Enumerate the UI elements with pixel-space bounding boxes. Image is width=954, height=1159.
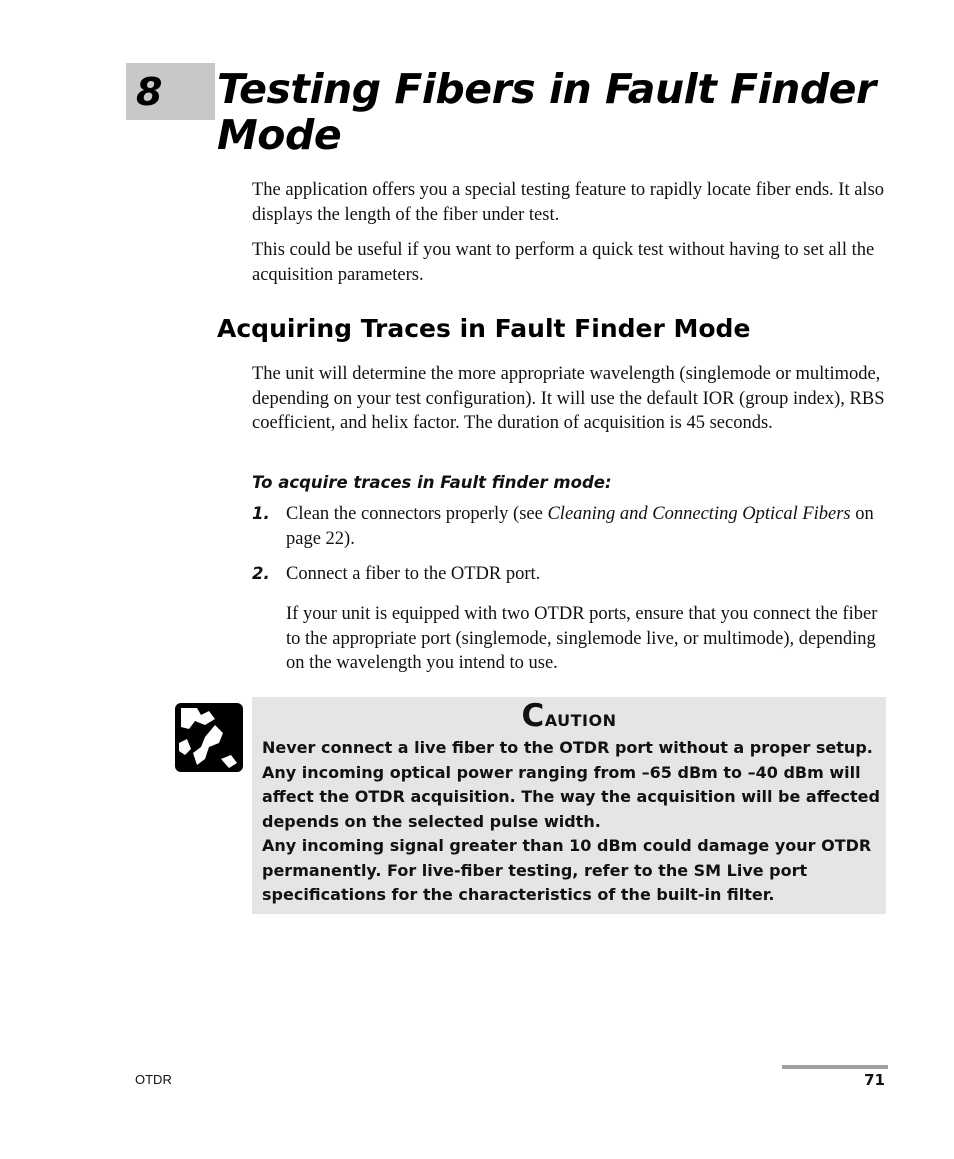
intro-paragraph-2: This could be useful if you want to perform a quick test without having to set all the acquisition parameters. [252,240,875,285]
step-2-text: Connect a fiber to the OTDR port. [286,564,541,584]
step-1-text [286,502,886,551]
caution-title-rest: aution [544,706,617,732]
section-title: Acquiring Traces in Fault Finder Mode [217,314,751,343]
caution-paragraph-2: Any incoming signal greater than 10 dBm could damage your OTDR permanently. For live-fiber testing, refer to the SM Live port specifications for the characteristics of the built-in filter. [262,836,872,904]
step-1-cross-reference[interactable]: Cleaning and Connecting Optical Fibers [547,504,851,524]
caution-icon [175,703,243,772]
footer-product: OTDR [135,1072,172,1087]
page-number: 71 [864,1071,885,1089]
caution-title-initial: C [521,698,545,734]
caution-title [252,697,886,738]
procedure-title: To acquire traces in Fault finder mode: [252,473,612,492]
intro-paragraph-1: The application offers you a special testing feature to rapidly locate fiber ends. It also displays the length of the fiber under test. [252,180,885,225]
step-2-note: If your unit is equipped with two OTDR ports, ensure that you connect the fiber to the appropriate port (singlemode, singlemode live, or multimode), depending on the wavelength you intend to use. [286,604,878,673]
step-1-text-before: Clean the connectors properly (see [286,504,548,524]
section-body: The unit will determine the more appropriate wavelength (singlemode or multimode, depending on your test configuration). It will use the default IOR (group index), RBS coefficient, and helix factor. The duration of acquisition is 45 seconds. [252,364,885,433]
step-1-number: 1. [252,504,270,523]
chapter-title: Testing Fibers in Fault Finder Mode [217,65,876,159]
step-1-text-after: on page 22). [286,504,874,549]
step-2-number: 2. [252,564,270,583]
caution-paragraph-1: Never connect a live fiber to the OTDR port without a proper setup. Any incoming optical power ranging from –65 dBm to –40 dBm will affect the OTDR acquisition. The way the acquisition will be affected depends on the selected pulse width. [262,738,880,831]
chapter-number: 8 [136,70,163,114]
